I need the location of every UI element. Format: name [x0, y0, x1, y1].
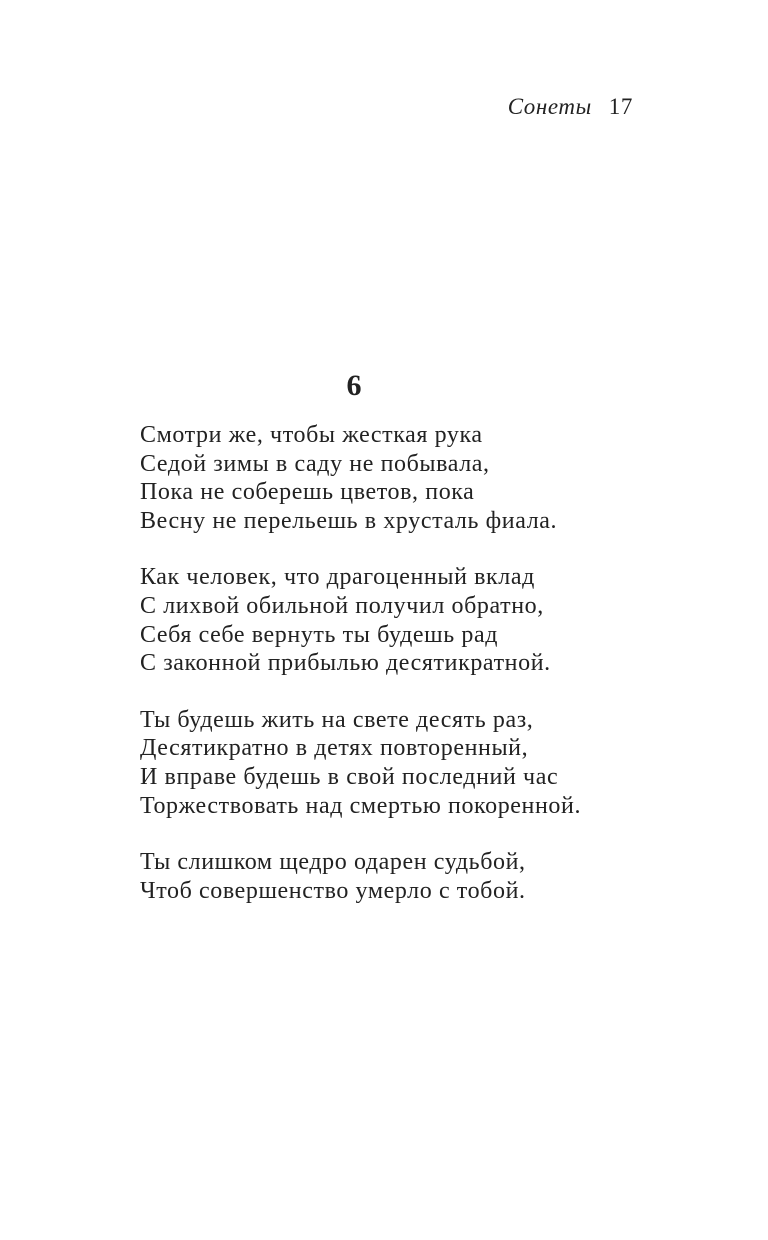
- stanza-couplet: [140, 848, 610, 905]
- stanza: [140, 563, 610, 677]
- poem-line: Весну не перельешь в хрусталь фиала.: [140, 507, 558, 534]
- poem-line: Десятикратно в детях повторенный,: [140, 735, 529, 762]
- poem-line: Ты будешь жить на свете десять раз,: [140, 706, 534, 733]
- page-number: 17: [608, 94, 633, 119]
- stanza: [140, 421, 610, 535]
- poem-line: Смотри же, чтобы жесткая рука: [140, 422, 483, 448]
- poem-line: И вправе будешь в свой последний час: [140, 763, 559, 790]
- poem-line: С законной прибылью десятикратной.: [140, 650, 551, 677]
- poem-line: Седой зимы в саду не побывала,: [140, 450, 490, 477]
- stanza: [140, 706, 610, 820]
- poem-line: Как человек, что драгоценный вклад: [140, 564, 535, 591]
- running-title: Сонеты: [507, 94, 592, 119]
- poem-line: Пока не соберешь цветов, пока: [140, 479, 475, 506]
- poem-line: Себя себе вернуть ты будешь рад: [140, 621, 499, 648]
- poem-line: Ты слишком щедро одарен судьбой,: [140, 849, 526, 876]
- sonnet: [140, 369, 610, 933]
- sonnet-number: 6: [346, 369, 362, 402]
- poem-line: Торжествовать над смертью покоренной.: [140, 792, 582, 819]
- poem-line: Чтоб совершенство умерло с тобой.: [140, 877, 526, 904]
- poem-line: С лихвой обильной получил обратно,: [140, 592, 544, 619]
- running-header: [0, 94, 633, 120]
